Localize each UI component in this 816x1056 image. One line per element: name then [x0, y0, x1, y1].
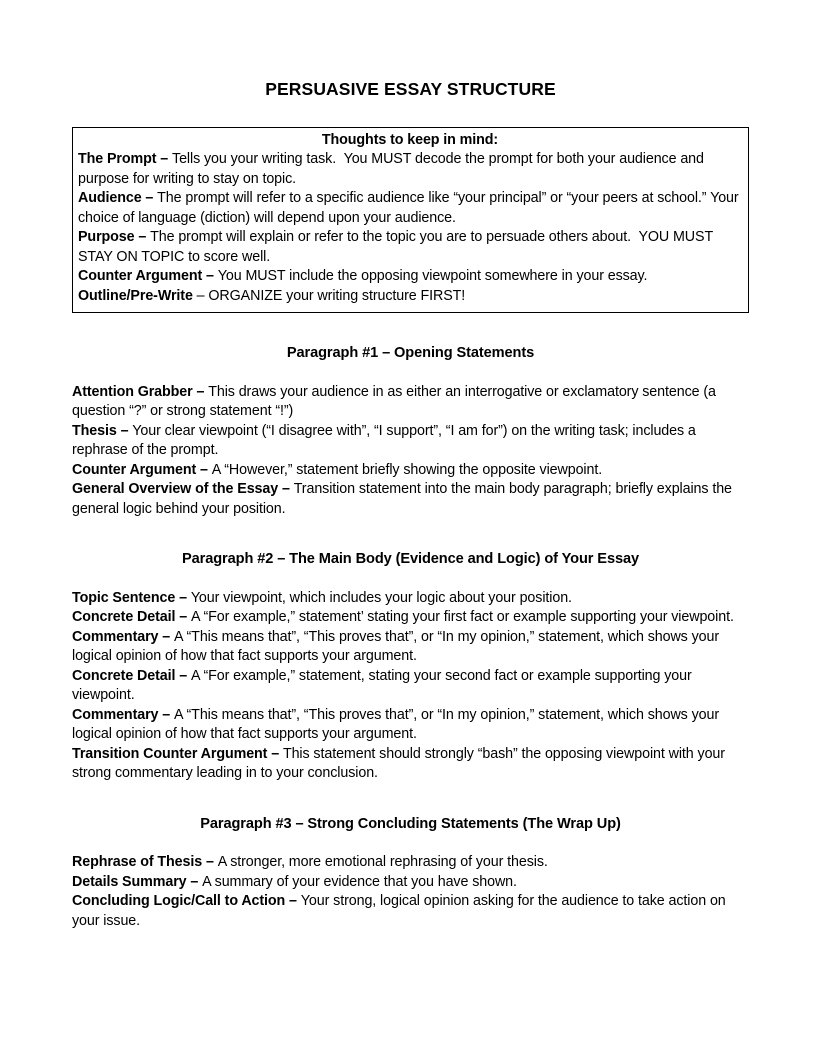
- term-label: Details Summary –: [72, 873, 203, 890]
- term-description: A “This means that”, “This proves that”, or “In my opinion,” statement, which shows your logical opinion of how that fact supports your argument.: [72, 706, 723, 742]
- term-description: A “This means that”, “This proves that”, or “In my opinion,” statement, which shows your logical opinion of how that fact supports your argument.: [72, 628, 723, 664]
- glossary-item: [78, 267, 742, 287]
- term-description: The prompt will explain or refer to the topic you are to persuade others about. YOU MUST STAY ON TOPIC to score well.: [78, 229, 717, 265]
- glossary-item: [72, 589, 749, 609]
- term-label: Commentary –: [72, 628, 174, 645]
- term-description: You MUST include the opposing viewpoint somewhere in your essay.: [217, 268, 648, 284]
- term-description: A “However,” statement briefly showing the opposite viewpoint.: [211, 461, 603, 478]
- glossary-item: [72, 873, 749, 893]
- term-description: Transition statement into the main body paragraph; briefly explains the general logic behind your position.: [72, 481, 736, 517]
- term-label: Concrete Detail –: [72, 609, 191, 625]
- thoughts-box: [72, 127, 749, 314]
- glossary-item: [72, 461, 749, 481]
- term-description: A stronger, more emotional rephrasing of your thesis.: [217, 854, 548, 870]
- term-label: General Overview of the Essay –: [72, 481, 294, 497]
- term-description: Your strong, logical opinion asking for the audience to take action on your issue.: [72, 893, 730, 929]
- glossary-item: [72, 628, 749, 667]
- glossary-item: [72, 383, 749, 422]
- glossary-item: [72, 892, 749, 931]
- term-label: Thesis –: [72, 422, 133, 439]
- term-label: Counter Argument –: [78, 268, 218, 284]
- term-description: This draws your audience in as either an interrogative or exclamatory sentence (a question “?” or strong statement “!”): [72, 383, 720, 419]
- term-label: Rephrase of Thesis –: [72, 854, 218, 870]
- glossary-item: [72, 706, 749, 745]
- glossary-item: [72, 608, 749, 628]
- term-description: This statement should strongly “bash” the opposing viewpoint with your strong commentary leading in to your conclusion.: [72, 745, 729, 781]
- term-description: Your viewpoint, which includes your logic about your position.: [190, 589, 572, 606]
- term-label: Transition Counter Argument –: [72, 745, 283, 762]
- glossary-item: [72, 480, 749, 519]
- term-description: – ORGANIZE your writing structure FIRST!: [192, 287, 466, 304]
- glossary-item: [78, 150, 742, 189]
- glossary-item: [72, 422, 749, 461]
- term-description: Tells you your writing task. You MUST decode the prompt for both your audience and purpose for writing to stay on topic.: [78, 151, 708, 187]
- term-label: Commentary –: [72, 706, 174, 723]
- document-title: PERSUASIVE ESSAY STRUCTURE: [265, 79, 556, 99]
- section-heading: Paragraph #1 – Opening Statements: [286, 345, 535, 361]
- glossary-item: [78, 189, 742, 228]
- glossary-item: [72, 853, 749, 873]
- glossary-item: [72, 667, 749, 706]
- glossary-item: [72, 745, 749, 784]
- glossary-item: [78, 287, 742, 307]
- term-description: The prompt will refer to a specific audience like “your principal” or “your peers at school.” Your choice of language (diction) will depend upon your audience.: [78, 190, 743, 226]
- section-paragraph-1: [72, 344, 749, 519]
- glossary-item: [78, 228, 742, 267]
- term-label: Concluding Logic/Call to Action –: [72, 893, 301, 909]
- thoughts-box-heading: Thoughts to keep in mind:: [321, 131, 499, 148]
- term-description: A “For example,” statement, stating your second fact or example supporting your viewpoint.: [72, 667, 696, 703]
- term-label: The Prompt –: [78, 151, 173, 167]
- section-paragraph-3: [72, 815, 749, 932]
- term-label: Concrete Detail –: [72, 667, 191, 684]
- section-heading: Paragraph #2 – The Main Body (Evidence and Logic) of Your Essay: [181, 551, 640, 567]
- term-label: Attention Grabber –: [72, 383, 209, 400]
- term-label: Outline/Pre-Write: [78, 287, 193, 304]
- term-description: A summary of your evidence that you have shown.: [202, 873, 517, 890]
- section-heading: Paragraph #3 – Strong Concluding Statements (The Wrap Up): [200, 815, 621, 832]
- term-label: Purpose –: [78, 229, 151, 245]
- term-label: Counter Argument –: [72, 461, 212, 478]
- section-paragraph-2: [72, 550, 749, 784]
- term-description: Your clear viewpoint (“I disagree with”, “I support”, “I am for”) on the writing task; includes a rephrase of the prompt.: [72, 422, 700, 458]
- term-label: Audience –: [78, 190, 158, 206]
- term-description: A “For example,” statement’ stating your first fact or example supporting your viewpoint.: [190, 609, 734, 625]
- term-label: Topic Sentence –: [72, 589, 191, 606]
